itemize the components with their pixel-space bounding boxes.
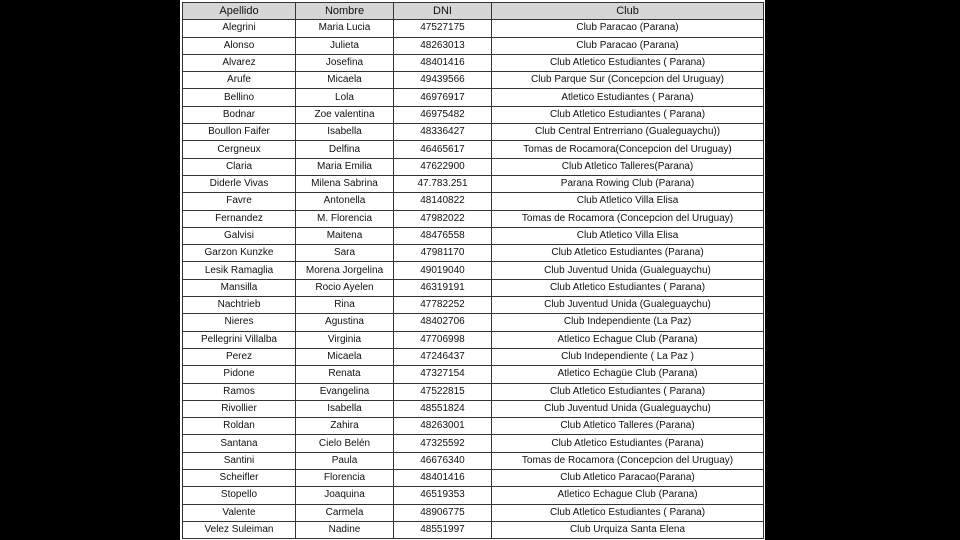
cell-dni: 47982022 [394, 210, 492, 227]
cell-dni: 48906775 [394, 504, 492, 521]
cell-nombre: Rina [296, 297, 394, 314]
cell-nombre: Paula [296, 452, 394, 469]
cell-nombre: Evangelina [296, 383, 394, 400]
cell-dni: 47706998 [394, 331, 492, 348]
cell-club: Club Juventud Unida (Gualeguaychu) [492, 400, 764, 417]
cell-dni: 48476558 [394, 227, 492, 244]
cell-nombre: Cielo Belén [296, 435, 394, 452]
cell-club: Club Atletico Estudiantes ( Parana) [492, 504, 764, 521]
cell-apellido: Bellino [183, 89, 296, 106]
cell-dni: 46976917 [394, 89, 492, 106]
table-row [183, 262, 764, 279]
table-row [183, 54, 764, 71]
cell-apellido: Mansilla [183, 279, 296, 296]
cell-club: Club Atletico Talleres(Parana) [492, 158, 764, 175]
cell-nombre: Agustina [296, 314, 394, 331]
cell-dni: 46465617 [394, 141, 492, 158]
cell-apellido: Alvarez [183, 54, 296, 71]
table-row [183, 331, 764, 348]
cell-nombre: Maria Lucia [296, 20, 394, 37]
cell-dni: 47246437 [394, 348, 492, 365]
table-row [183, 210, 764, 227]
cell-nombre: M. Florencia [296, 210, 394, 227]
cell-dni: 48140822 [394, 193, 492, 210]
cell-nombre: Nadine [296, 521, 394, 538]
cell-nombre: Micaela [296, 72, 394, 89]
table-body [183, 20, 764, 539]
cell-club: Club Atletico Estudiantes ( Parana) [492, 383, 764, 400]
cell-apellido: Rivollier [183, 400, 296, 417]
cell-apellido: Ramos [183, 383, 296, 400]
table-row [183, 89, 764, 106]
cell-apellido: Arufe [183, 72, 296, 89]
table-row [183, 418, 764, 435]
cell-apellido: Garzon Kunzke [183, 245, 296, 262]
document-sheet [180, 0, 765, 540]
cell-dni: 48402706 [394, 314, 492, 331]
table-row [183, 348, 764, 365]
table-row [183, 227, 764, 244]
cell-dni: 48336427 [394, 124, 492, 141]
cell-club: Club Central Entrerriano (Gualeguaychu)) [492, 124, 764, 141]
cell-apellido: Claria [183, 158, 296, 175]
cell-dni: 47522815 [394, 383, 492, 400]
table-row [183, 193, 764, 210]
cell-nombre: Carmela [296, 504, 394, 521]
cell-apellido: Roldan [183, 418, 296, 435]
table-row [183, 297, 764, 314]
header-club: Club [492, 3, 764, 20]
cell-nombre: Micaela [296, 348, 394, 365]
cell-dni: 48401416 [394, 470, 492, 487]
cell-apellido: Pidone [183, 366, 296, 383]
table-row [183, 470, 764, 487]
table-row [183, 452, 764, 469]
cell-dni: 48551824 [394, 400, 492, 417]
cell-club: Club Urquiza Santa Elena [492, 521, 764, 538]
cell-apellido: Cergneux [183, 141, 296, 158]
cell-club: Club Paracao (Parana) [492, 37, 764, 54]
cell-club: Club Atletico Villa Elisa [492, 193, 764, 210]
cell-nombre: Zoe valentina [296, 106, 394, 123]
cell-apellido: Galvisi [183, 227, 296, 244]
cell-apellido: Fernandez [183, 210, 296, 227]
cell-nombre: Isabella [296, 400, 394, 417]
cell-dni: 47527175 [394, 20, 492, 37]
cell-dni: 48551997 [394, 521, 492, 538]
cell-club: Atletico Echague Club (Parana) [492, 487, 764, 504]
cell-club: Atletico Estudiantes ( Parana) [492, 89, 764, 106]
cell-dni: 49019040 [394, 262, 492, 279]
cell-dni: 46975482 [394, 106, 492, 123]
cell-nombre: Josefina [296, 54, 394, 71]
cell-dni: 47325592 [394, 435, 492, 452]
cell-apellido: Alegrini [183, 20, 296, 37]
table-row [183, 383, 764, 400]
table-row [183, 175, 764, 192]
players-table [182, 2, 764, 539]
cell-club: Club Atletico Estudiantes (Parana) [492, 245, 764, 262]
table-row [183, 141, 764, 158]
table-header-row [183, 3, 764, 20]
cell-apellido: Stopello [183, 487, 296, 504]
cell-nombre: Delfina [296, 141, 394, 158]
cell-nombre: Milena Sabrina [296, 175, 394, 192]
cell-apellido: Lesik Ramaglia [183, 262, 296, 279]
cell-dni: 46319191 [394, 279, 492, 296]
table-row [183, 245, 764, 262]
cell-nombre: Maitena [296, 227, 394, 244]
cell-dni: 46519353 [394, 487, 492, 504]
cell-club: Club Juventud Unida (Gualeguaychu) [492, 262, 764, 279]
table-row [183, 158, 764, 175]
table-row [183, 124, 764, 141]
cell-club: Club Parque Sur (Concepcion del Uruguay) [492, 72, 764, 89]
cell-dni: 48263001 [394, 418, 492, 435]
cell-club: Club Juventud Unida (Gualeguaychu) [492, 297, 764, 314]
cell-nombre: Florencia [296, 470, 394, 487]
cell-nombre: Virginia [296, 331, 394, 348]
cell-dni: 49439566 [394, 72, 492, 89]
cell-apellido: Scheifler [183, 470, 296, 487]
cell-apellido: Boullon Faifer [183, 124, 296, 141]
cell-club: Club Paracao (Parana) [492, 20, 764, 37]
header-apellido: Apellido [183, 3, 296, 20]
cell-apellido: Valente [183, 504, 296, 521]
cell-dni: 48401416 [394, 54, 492, 71]
cell-club: Tomas de Rocamora (Concepcion del Uruguay) [492, 452, 764, 469]
header-nombre: Nombre [296, 3, 394, 20]
cell-club: Atletico Echagüe Club (Parana) [492, 366, 764, 383]
cell-club: Tomas de Rocamora(Concepcion del Uruguay) [492, 141, 764, 158]
cell-apellido: Diderle Vivas [183, 175, 296, 192]
table-row [183, 106, 764, 123]
cell-apellido: Santini [183, 452, 296, 469]
table-row [183, 435, 764, 452]
cell-nombre: Maria Emilia [296, 158, 394, 175]
table-row [183, 487, 764, 504]
table-row [183, 279, 764, 296]
cell-apellido: Perez [183, 348, 296, 365]
cell-club: Club Atletico Estudiantes ( Parana) [492, 54, 764, 71]
header-dni: DNI [394, 3, 492, 20]
table-row [183, 366, 764, 383]
cell-club: Club Independiente (La Paz) [492, 314, 764, 331]
cell-club: Tomas de Rocamora (Concepcion del Uruguay) [492, 210, 764, 227]
cell-apellido: Favre [183, 193, 296, 210]
cell-nombre: Sara [296, 245, 394, 262]
cell-apellido: Nachtrieb [183, 297, 296, 314]
cell-nombre: Joaquina [296, 487, 394, 504]
cell-nombre: Isabella [296, 124, 394, 141]
cell-dni: 47.783.251 [394, 175, 492, 192]
cell-club: Club Atletico Villa Elisa [492, 227, 764, 244]
table-row [183, 400, 764, 417]
table-row [183, 504, 764, 521]
cell-nombre: Zahira [296, 418, 394, 435]
cell-apellido: Nieres [183, 314, 296, 331]
cell-nombre: Renata [296, 366, 394, 383]
cell-apellido: Pellegrini Villalba [183, 331, 296, 348]
cell-apellido: Alonso [183, 37, 296, 54]
cell-club: Atletico Echague Club (Parana) [492, 331, 764, 348]
table-row [183, 20, 764, 37]
table-row [183, 314, 764, 331]
cell-club: Parana Rowing Club (Parana) [492, 175, 764, 192]
cell-nombre: Antonella [296, 193, 394, 210]
cell-apellido: Santana [183, 435, 296, 452]
cell-dni: 47327154 [394, 366, 492, 383]
cell-club: Club Atletico Estudiantes (Parana) [492, 435, 764, 452]
cell-club: Club Atletico Estudiantes ( Parana) [492, 106, 764, 123]
cell-nombre: Julieta [296, 37, 394, 54]
cell-club: Club Independiente ( La Paz ) [492, 348, 764, 365]
table-row [183, 37, 764, 54]
cell-nombre: Morena Jorgelina [296, 262, 394, 279]
cell-dni: 48263013 [394, 37, 492, 54]
cell-apellido: Bodnar [183, 106, 296, 123]
cell-apellido: Velez Suleiman [183, 521, 296, 538]
cell-nombre: Rocio Ayelen [296, 279, 394, 296]
cell-dni: 47622900 [394, 158, 492, 175]
table-row [183, 521, 764, 538]
cell-club: Club Atletico Talleres (Parana) [492, 418, 764, 435]
cell-nombre: Lola [296, 89, 394, 106]
cell-club: Club Atletico Paracao(Parana) [492, 470, 764, 487]
cell-dni: 47981170 [394, 245, 492, 262]
cell-dni: 46676340 [394, 452, 492, 469]
table-row [183, 72, 764, 89]
cell-dni: 47782252 [394, 297, 492, 314]
cell-club: Club Atletico Estudiantes ( Parana) [492, 279, 764, 296]
